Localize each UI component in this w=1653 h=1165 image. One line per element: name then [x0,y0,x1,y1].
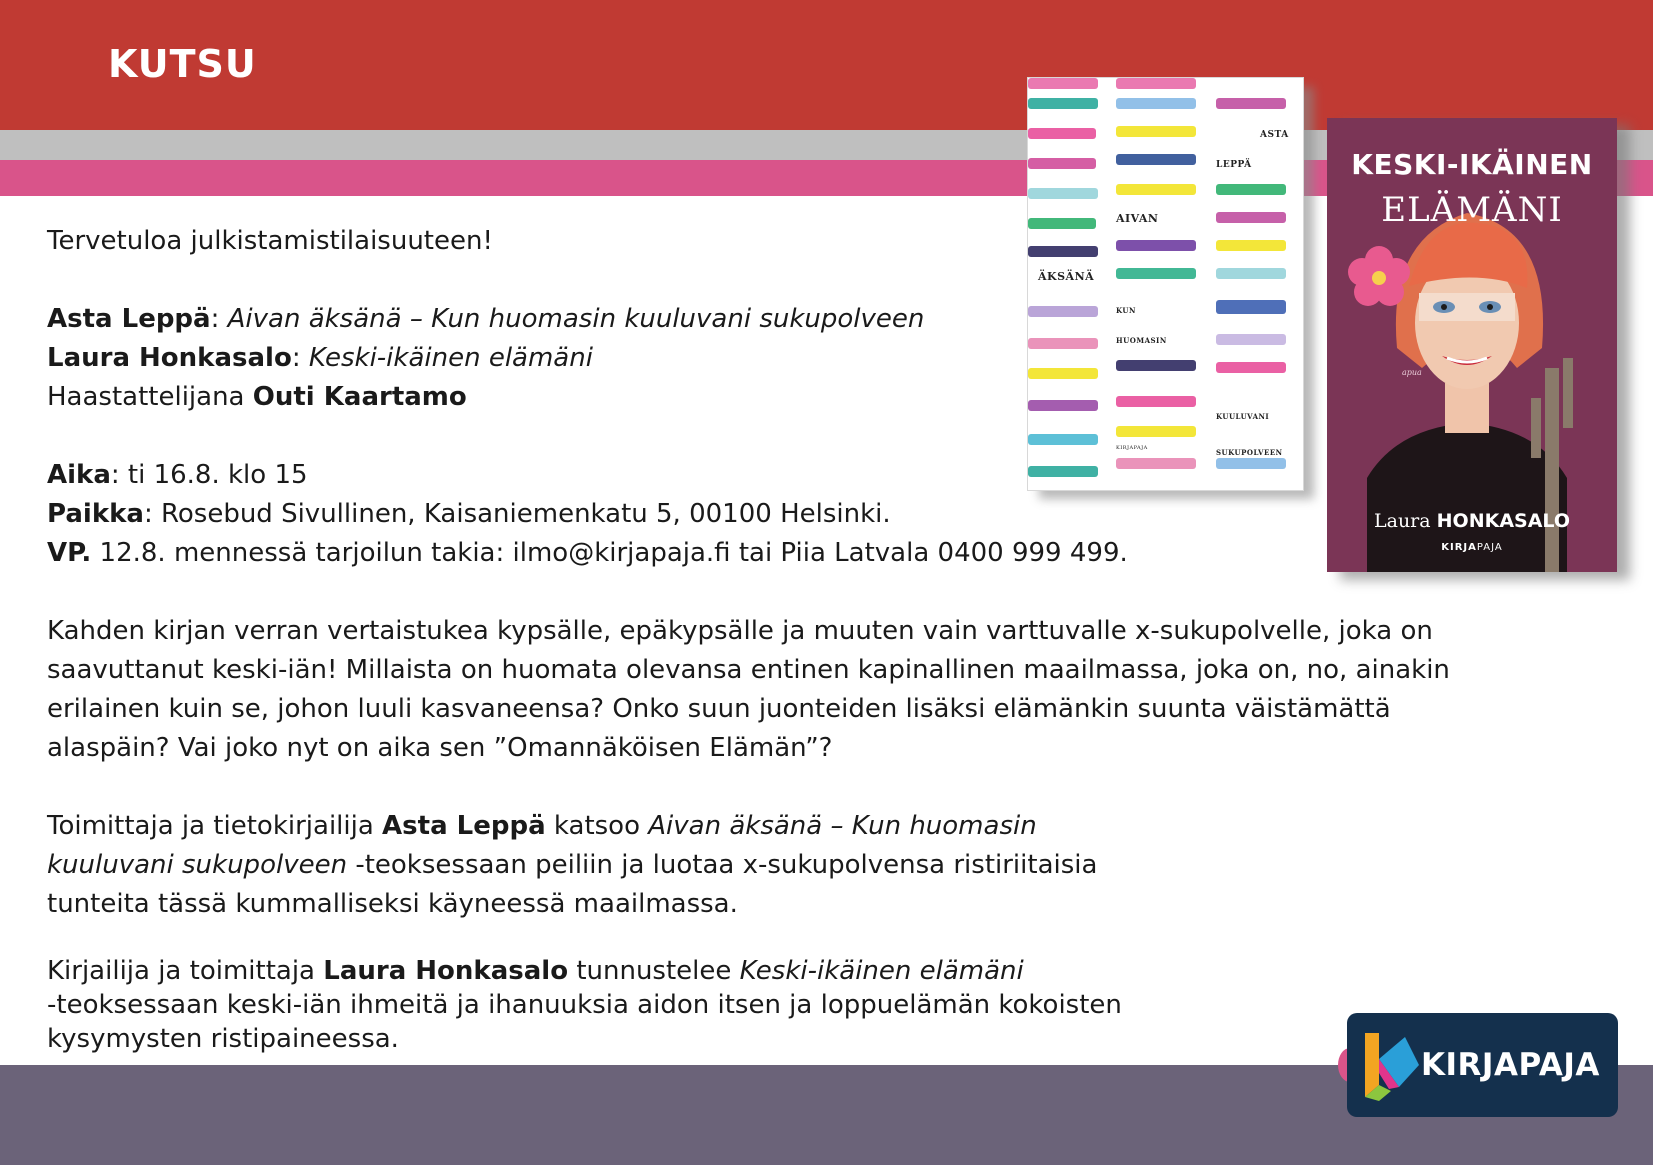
logo-text: KIRJAPAJA [1421,1047,1600,1083]
cover-portrait-illustration [1327,118,1617,572]
author-name: Laura Honkasalo [47,343,292,373]
description-paragraph: Kahden kirjan verran vertaistukea kypsälle, epäkypsälle ja muuten vain varttuvalle x-sukupolvelle, joka on saavuttanut keski-iän! Millaista on huomata olevansa entinen kapinallinen maailmassa, joka on, no, ainakin erilainen kuin se, johon luuli kasvaneensa? Onko suun juonteiden lisäksi elämänkin suunta väistämättä alaspäin? Vai joko nyt on aika sen ”Omannäköisen Elämän”? [47,616,1450,763]
book1-author-last: LEPPÄ [1216,160,1252,170]
asta-paragraph-line-1: Toimittaja ja tietokirjailija Asta Leppä katsoo Aivan äksänä – Kun huomasin [47,811,1037,841]
book2-title-line-1: KESKI-IKÄINEN [1351,148,1593,181]
kirjapaja-k-logo-icon [1361,1029,1423,1101]
event-place: Paikka: Rosebud Sivullinen, Kaisaniemenkatu 5, 00100 Helsinki. [47,499,891,529]
book-line-2: Laura Honkasalo: Keski-ikäinen elämäni [47,343,593,373]
book1-subtitle-word: HUOMASIN [1116,336,1167,345]
book1-subtitle-word: KUULUVANI [1216,412,1270,421]
laura-paragraph-line-3: kysymysten ristipaineessa. [47,1024,399,1054]
page-title: KUTSU [108,42,257,86]
book2-author: Laura HONKASALO [1374,510,1570,532]
event-time: Aika: ti 16.8. klo 15 [47,460,308,490]
book-cover-aivan-aksana [1027,77,1304,491]
author-name: Asta Leppä [47,304,211,334]
interviewer-name: Outi Kaartamo [252,382,467,412]
book-title: Keski-ikäinen elämäni [308,343,593,373]
asta-paragraph-line-2: kuuluvani sukupolveen -teoksessaan peiliin ja luotaa x-sukupolvensa ristiriitaisia [47,850,1098,880]
book-cover-keski-ikainen-elamani [1327,118,1617,572]
book1-subtitle-word: KUN [1116,306,1136,315]
book1-subtitle-word: SUKUPOLVEEN [1216,448,1283,457]
laura-paragraph-line-2: -teoksessaan keski-iän ihmeitä ja ihanuuksia aidon itsen ja loppuelämän kokoisten [47,990,1122,1020]
book1-title-word: AIVAN [1116,212,1159,225]
asta-paragraph-line-3: tunteita tässä kummalliseksi käyneessä maailmassa. [47,889,738,919]
book1-publisher: KIRJAPAJA [1116,445,1148,451]
laura-paragraph-line-1: Kirjailija ja toimittaja Laura Honkasalo tunnustelee Keski-ikäinen elämäni [47,956,1024,986]
book1-author-first: ASTA [1260,130,1289,140]
book-title: Aivan äksänä – Kun huomasin kuuluvani sukupolveen [227,304,925,334]
book2-small-text: apua [1402,368,1422,377]
event-rsvp: VP. 12.8. mennessä tarjoilun takia: ilmo@kirjapaja.fi tai Piia Latvala 0400 999 499. [47,538,1128,568]
book-line-1: Asta Leppä: Aivan äksänä – Kun huomasin kuuluvani sukupolveen [47,304,925,334]
interviewer-line: Haastattelijana Outi Kaartamo [47,382,467,412]
book2-publisher: KIRJAPAJA [1441,542,1503,553]
kirjapaja-logo [1347,1013,1618,1117]
intro-text: Tervetuloa julkistamistilaisuuteen! [47,226,493,256]
book2-title-line-2: ELÄMÄNI [1381,190,1563,230]
book1-title-word: ÄKSÄNÄ [1038,270,1095,283]
